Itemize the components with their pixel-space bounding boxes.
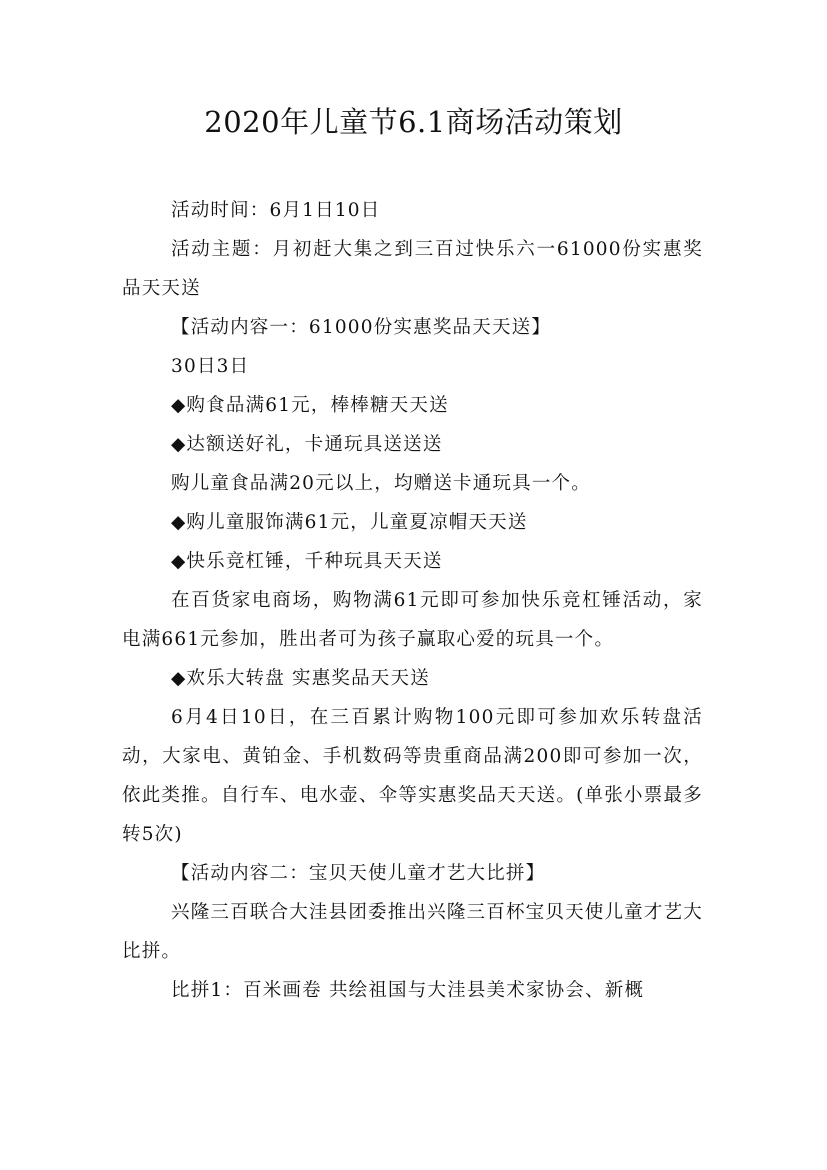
paragraph-cartoon-toy: 购儿童食品满20元以上，均赠送卡通玩具一个。 — [171, 473, 591, 494]
document-title: 2020年儿童节6.1商场活动策划 — [204, 105, 623, 139]
bullet-children-clothing: ◆购儿童服饰满61元，儿童夏凉帽天天送 — [171, 512, 528, 533]
paragraph-hammer-details: 在百货家电商场，购物满61元即可参加快乐竞杠锤活动，家电满661元参加，胜出者可为孩子赢取心爱的玩具一个。 — [122, 590, 703, 650]
paragraph-activity-time: 活动时间：6月1日10日 — [171, 200, 381, 221]
paragraph-date-range: 30日3日 — [171, 356, 250, 377]
paragraph-wheel-details: 6月4日10日，在三百累计购物100元即可参加欢乐转盘活动，大家电、黄铂金、手机数码等贵重商品满200即可参加一次，依此类推。自行车、电水壶、伞等实惠奖品天天送。(单张小票最多转5次) — [122, 707, 703, 845]
bullet-happy-hammer: ◆快乐竞杠锤，千种玩具天天送 — [171, 551, 443, 572]
section-heading-content-one: 【活动内容一：61000份实惠奖品天天送】 — [171, 317, 552, 338]
paragraph-contest-one: 比拼1：百米画卷 共绘祖国与大洼县美术家协会、新概 — [171, 980, 645, 1001]
document-body — [122, 191, 703, 1010]
section-heading-content-two: 【活动内容二：宝贝天使儿童才艺大比拼】 — [171, 863, 546, 884]
bullet-lucky-wheel: ◆欢乐大转盘 实惠奖品天天送 — [171, 668, 430, 689]
paragraph-talent-contest: 兴隆三百联合大洼县团委推出兴隆三百杯宝贝天使儿童才艺大比拼。 — [122, 902, 703, 962]
paragraph-activity-theme: 活动主题：月初赶大集之到三百过快乐六一61000份实惠奖品天天送 — [122, 239, 703, 299]
bullet-gift-threshold: ◆达额送好礼，卡通玩具送送送 — [171, 434, 443, 455]
bullet-food-purchase: ◆购食品满61元，棒棒糖天天送 — [171, 395, 449, 416]
